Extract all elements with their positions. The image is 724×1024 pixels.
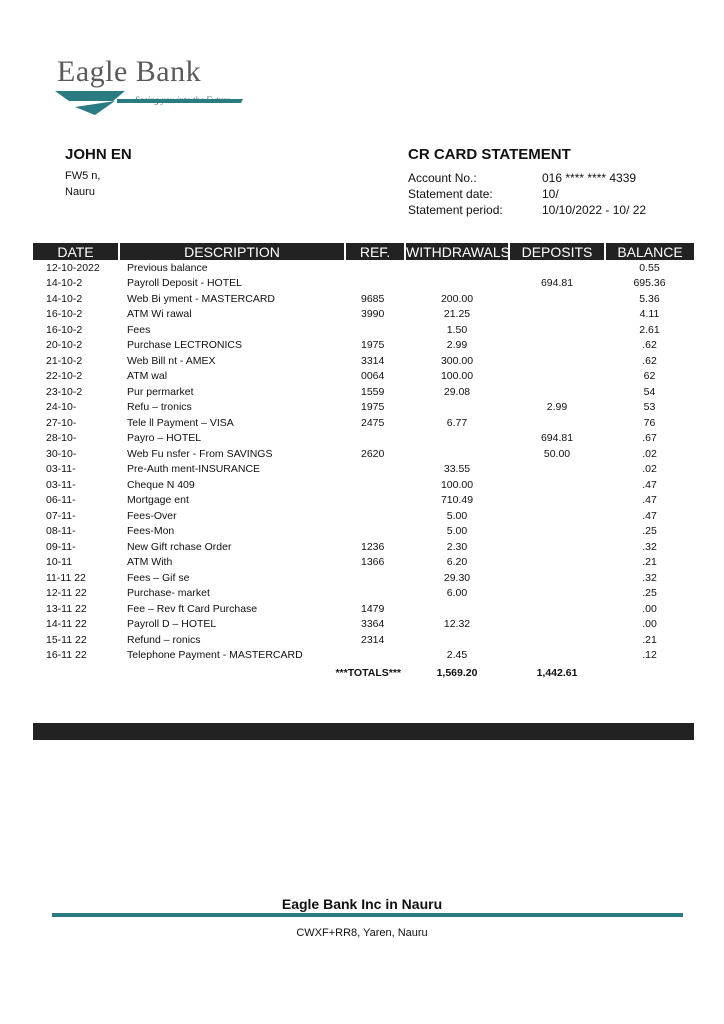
row-deposit bbox=[509, 493, 605, 509]
row-description: Tele ll Payment – VISA bbox=[127, 416, 234, 429]
row-ref: 3364 bbox=[361, 618, 385, 631]
row-deposit bbox=[509, 570, 605, 586]
row-description: Payro – HOTEL bbox=[127, 432, 202, 445]
row-deposit bbox=[509, 260, 605, 276]
table-row bbox=[33, 539, 694, 555]
row-ref bbox=[345, 586, 405, 602]
row-description: Fees-Mon bbox=[127, 525, 175, 538]
row-description: Fee – Rev ft Card Purchase bbox=[127, 602, 258, 615]
total-withdrawals: 1,569.20 bbox=[436, 667, 478, 679]
row-balance: .02 bbox=[642, 447, 657, 460]
customer-address-line1: FW5 n, bbox=[65, 170, 101, 182]
table-row bbox=[33, 384, 694, 400]
row-deposit bbox=[509, 539, 605, 555]
row-balance: .00 bbox=[642, 602, 657, 615]
row-ref bbox=[345, 260, 405, 276]
table-row bbox=[33, 493, 694, 509]
table-row bbox=[33, 369, 694, 385]
row-deposit bbox=[509, 508, 605, 524]
table-row bbox=[33, 291, 694, 307]
row-date: 13-11 22 bbox=[46, 602, 87, 615]
table-row bbox=[33, 570, 694, 586]
row-deposit bbox=[509, 369, 605, 385]
row-withdrawal bbox=[405, 446, 509, 462]
row-deposit bbox=[509, 524, 605, 540]
table-row bbox=[33, 477, 694, 493]
row-balance: .47 bbox=[642, 509, 657, 522]
row-deposit bbox=[509, 307, 605, 323]
footer-divider bbox=[52, 913, 683, 917]
header-withdrawals: WITHDRAWALS bbox=[406, 243, 510, 260]
row-balance: .62 bbox=[642, 339, 657, 352]
row-balance: .21 bbox=[642, 556, 657, 569]
row-description: Web Bill nt - AMEX bbox=[127, 354, 216, 367]
row-balance: .00 bbox=[642, 618, 657, 631]
table-row bbox=[33, 462, 694, 478]
row-ref bbox=[345, 322, 405, 338]
row-description: Web Bi yment - MASTERCARD bbox=[127, 292, 275, 305]
statement-period-label: Statement period: bbox=[408, 203, 503, 217]
row-date: 28-10- bbox=[46, 432, 77, 445]
table-footer-bar bbox=[33, 723, 694, 740]
row-date: 03-11- bbox=[46, 478, 76, 491]
row-balance: 5.36 bbox=[639, 292, 660, 305]
customer-name: JOHN EN bbox=[65, 146, 132, 163]
row-ref bbox=[345, 431, 405, 447]
transactions-body bbox=[33, 260, 694, 663]
row-balance: .32 bbox=[642, 540, 657, 553]
row-deposit bbox=[509, 338, 605, 354]
account-label: Account No.: bbox=[408, 171, 477, 185]
row-withdrawal: 100.00 bbox=[440, 370, 474, 383]
row-description: Fees – Gif se bbox=[127, 571, 190, 584]
row-description: Mortgage ent bbox=[127, 494, 189, 507]
row-ref: 9685 bbox=[361, 292, 385, 305]
row-date: 27-10- bbox=[46, 416, 77, 429]
table-row bbox=[33, 617, 694, 633]
row-withdrawal: 1.50 bbox=[446, 323, 468, 336]
row-withdrawal: 2.45 bbox=[446, 649, 468, 662]
table-row bbox=[33, 446, 694, 462]
row-balance: .25 bbox=[642, 525, 657, 538]
row-description: Fees-Over bbox=[127, 509, 177, 522]
row-ref: 3990 bbox=[361, 308, 385, 321]
row-balance: .47 bbox=[642, 494, 657, 507]
row-deposit bbox=[509, 648, 605, 664]
row-balance: 62 bbox=[643, 370, 656, 383]
table-row bbox=[33, 353, 694, 369]
row-withdrawal bbox=[405, 431, 509, 447]
row-ref: 1366 bbox=[361, 556, 385, 569]
row-balance: .32 bbox=[642, 571, 657, 584]
row-balance: 54 bbox=[643, 385, 656, 398]
transactions-table bbox=[33, 243, 694, 683]
row-withdrawal: 200.00 bbox=[440, 292, 474, 305]
table-row bbox=[33, 415, 694, 431]
row-balance: .21 bbox=[642, 633, 657, 646]
row-withdrawal: 12.32 bbox=[443, 618, 471, 631]
row-withdrawal: 21.25 bbox=[443, 308, 471, 321]
row-description: Cheque N 409 bbox=[127, 478, 195, 491]
bank-logo bbox=[55, 55, 245, 115]
row-deposit: 2.99 bbox=[546, 401, 568, 414]
row-description: Purchase- market bbox=[127, 587, 210, 600]
header-ref: REF. bbox=[345, 243, 405, 260]
row-deposit bbox=[509, 477, 605, 493]
statement-date-label: Statement date: bbox=[408, 187, 493, 201]
row-ref bbox=[345, 462, 405, 478]
row-date: 09-11- bbox=[46, 540, 76, 553]
row-ref: 1236 bbox=[361, 540, 385, 553]
account-value: 016 **** **** 4339 bbox=[542, 171, 637, 185]
row-ref bbox=[345, 648, 405, 664]
row-description: New Gift rchase Order bbox=[127, 540, 232, 553]
row-date: 15-11 22 bbox=[46, 633, 87, 646]
row-date: 14-10-2 bbox=[46, 292, 83, 305]
row-withdrawal: 2.30 bbox=[446, 540, 468, 553]
row-withdrawal bbox=[405, 632, 509, 648]
row-balance: 695.36 bbox=[633, 277, 666, 290]
row-description: Payroll D – HOTEL bbox=[127, 618, 217, 631]
row-balance: .62 bbox=[642, 354, 657, 367]
row-withdrawal: 5.00 bbox=[446, 525, 468, 538]
row-date: 20-10-2 bbox=[46, 339, 83, 352]
row-ref: 1975 bbox=[361, 339, 385, 352]
row-date: 16-10-2 bbox=[46, 308, 83, 321]
customer-address-line2: Nauru bbox=[65, 186, 95, 198]
row-deposit: 50.00 bbox=[543, 447, 571, 460]
table-row bbox=[33, 555, 694, 571]
row-ref: 1975 bbox=[361, 401, 385, 414]
table-row bbox=[33, 400, 694, 416]
row-balance: .67 bbox=[642, 432, 657, 445]
row-description: ATM With bbox=[127, 556, 173, 569]
row-date: 08-11- bbox=[46, 525, 76, 538]
row-date: 07-11- bbox=[46, 509, 76, 522]
row-deposit bbox=[509, 586, 605, 602]
row-withdrawal: 100.00 bbox=[440, 478, 474, 491]
row-ref: 2620 bbox=[361, 447, 385, 460]
row-deposit bbox=[509, 415, 605, 431]
row-balance: .02 bbox=[642, 463, 657, 476]
row-deposit bbox=[509, 384, 605, 400]
row-withdrawal bbox=[405, 260, 509, 276]
header-balance: BALANCE bbox=[605, 243, 694, 260]
row-date: 30-10- bbox=[46, 447, 77, 460]
table-row bbox=[33, 586, 694, 602]
table-row bbox=[33, 508, 694, 524]
row-deposit bbox=[509, 462, 605, 478]
row-date: 24-10- bbox=[46, 401, 77, 414]
row-description: ATM Wi rawal bbox=[127, 308, 192, 321]
table-row bbox=[33, 601, 694, 617]
row-date: 11-11 22 bbox=[46, 571, 86, 584]
row-deposit bbox=[509, 555, 605, 571]
row-ref bbox=[345, 276, 405, 292]
row-date: 03-11- bbox=[46, 463, 76, 476]
row-description: Refund – ronics bbox=[127, 633, 201, 646]
table-row bbox=[33, 322, 694, 338]
row-withdrawal: 6.77 bbox=[446, 416, 468, 429]
row-withdrawal bbox=[405, 601, 509, 617]
row-description: Payroll Deposit - HOTEL bbox=[127, 277, 242, 290]
row-deposit bbox=[509, 617, 605, 633]
row-date: 06-11- bbox=[46, 494, 76, 507]
row-withdrawal: 710.49 bbox=[440, 494, 474, 507]
row-withdrawal: 29.30 bbox=[443, 571, 471, 584]
row-deposit bbox=[509, 601, 605, 617]
row-date: 12-10-2022 bbox=[46, 261, 100, 274]
logo-tagline: Seeing you into the Future bbox=[135, 95, 231, 105]
totals-row bbox=[33, 663, 694, 683]
row-ref bbox=[345, 477, 405, 493]
row-description: Fees bbox=[127, 323, 151, 336]
row-description: Pur permarket bbox=[127, 385, 194, 398]
row-ref bbox=[345, 524, 405, 540]
row-withdrawal: 2.99 bbox=[446, 339, 468, 352]
table-row bbox=[33, 431, 694, 447]
row-ref: 1559 bbox=[361, 385, 385, 398]
statement-period-value: 10/10/2022 - 10/ 22 bbox=[542, 203, 647, 217]
row-date: 14-11 22 bbox=[46, 618, 87, 631]
header-date: DATE bbox=[33, 243, 119, 260]
row-balance: 76 bbox=[643, 416, 656, 429]
row-date: 16-10-2 bbox=[46, 323, 83, 336]
row-withdrawal bbox=[405, 276, 509, 292]
row-description: Web Fu nsfer - From SAVINGS bbox=[127, 447, 273, 460]
row-withdrawal: 6.00 bbox=[446, 587, 468, 600]
row-withdrawal: 33.55 bbox=[443, 463, 471, 476]
table-row bbox=[33, 648, 694, 664]
logo-text: Eagle Bank bbox=[57, 55, 202, 88]
row-description: Pre-Auth ment-INSURANCE bbox=[127, 463, 261, 476]
row-deposit bbox=[509, 632, 605, 648]
table-row bbox=[33, 524, 694, 540]
table-header-row bbox=[33, 243, 694, 260]
row-deposit bbox=[509, 291, 605, 307]
row-ref bbox=[345, 508, 405, 524]
row-ref: 1479 bbox=[361, 602, 385, 615]
row-balance: .12 bbox=[642, 649, 657, 662]
row-withdrawal: 300.00 bbox=[440, 354, 474, 367]
row-balance: .47 bbox=[642, 478, 657, 491]
row-ref bbox=[345, 493, 405, 509]
row-date: 16-11 22 bbox=[46, 649, 87, 662]
row-ref: 2314 bbox=[361, 633, 385, 646]
table-row bbox=[33, 338, 694, 354]
row-withdrawal: 29.08 bbox=[443, 385, 471, 398]
footer-address: CWXF+RR8, Yaren, Nauru bbox=[296, 927, 428, 939]
table-row bbox=[33, 276, 694, 292]
table-row bbox=[33, 260, 694, 276]
total-deposits: 1,442.61 bbox=[536, 667, 578, 679]
statement-date-value: 10/ bbox=[542, 187, 559, 201]
row-description: Refu – tronics bbox=[127, 401, 192, 414]
row-description: ATM wal bbox=[127, 370, 168, 383]
row-date: 14-10-2 bbox=[46, 277, 83, 290]
row-date: 10-11 bbox=[46, 556, 73, 569]
row-description: Previous balance bbox=[127, 261, 208, 274]
row-withdrawal bbox=[405, 400, 509, 416]
row-ref: 3314 bbox=[361, 354, 385, 367]
row-balance: .25 bbox=[642, 587, 657, 600]
row-balance: 0.55 bbox=[639, 261, 660, 274]
row-ref bbox=[345, 570, 405, 586]
totals-label: ***TOTALS*** bbox=[335, 667, 401, 679]
row-deposit: 694.81 bbox=[540, 432, 574, 445]
row-date: 21-10-2 bbox=[46, 354, 83, 367]
row-description: Purchase LECTRONICS bbox=[127, 339, 242, 352]
row-description: Telephone Payment - MASTERCARD bbox=[127, 649, 303, 662]
row-deposit: 694.81 bbox=[540, 277, 574, 290]
row-ref: 2475 bbox=[361, 416, 385, 429]
row-balance: 4.11 bbox=[639, 308, 660, 321]
row-deposit bbox=[509, 322, 605, 338]
row-date: 12-11 22 bbox=[46, 587, 87, 600]
statement-title: CR CARD STATEMENT bbox=[408, 146, 571, 163]
row-withdrawal: 5.00 bbox=[446, 509, 468, 522]
row-date: 22-10-2 bbox=[46, 370, 83, 383]
row-withdrawal: 6.20 bbox=[446, 556, 468, 569]
header-deposits: DEPOSITS bbox=[509, 243, 605, 260]
header-description: DESCRIPTION bbox=[119, 243, 345, 260]
row-balance: 2.61 bbox=[639, 323, 660, 336]
row-date: 23-10-2 bbox=[46, 385, 83, 398]
table-row bbox=[33, 632, 694, 648]
row-ref: 0064 bbox=[361, 370, 385, 383]
row-balance: 53 bbox=[643, 401, 656, 414]
footer-company: Eagle Bank Inc in Nauru bbox=[281, 896, 443, 912]
table-row bbox=[33, 307, 694, 323]
row-deposit bbox=[509, 353, 605, 369]
